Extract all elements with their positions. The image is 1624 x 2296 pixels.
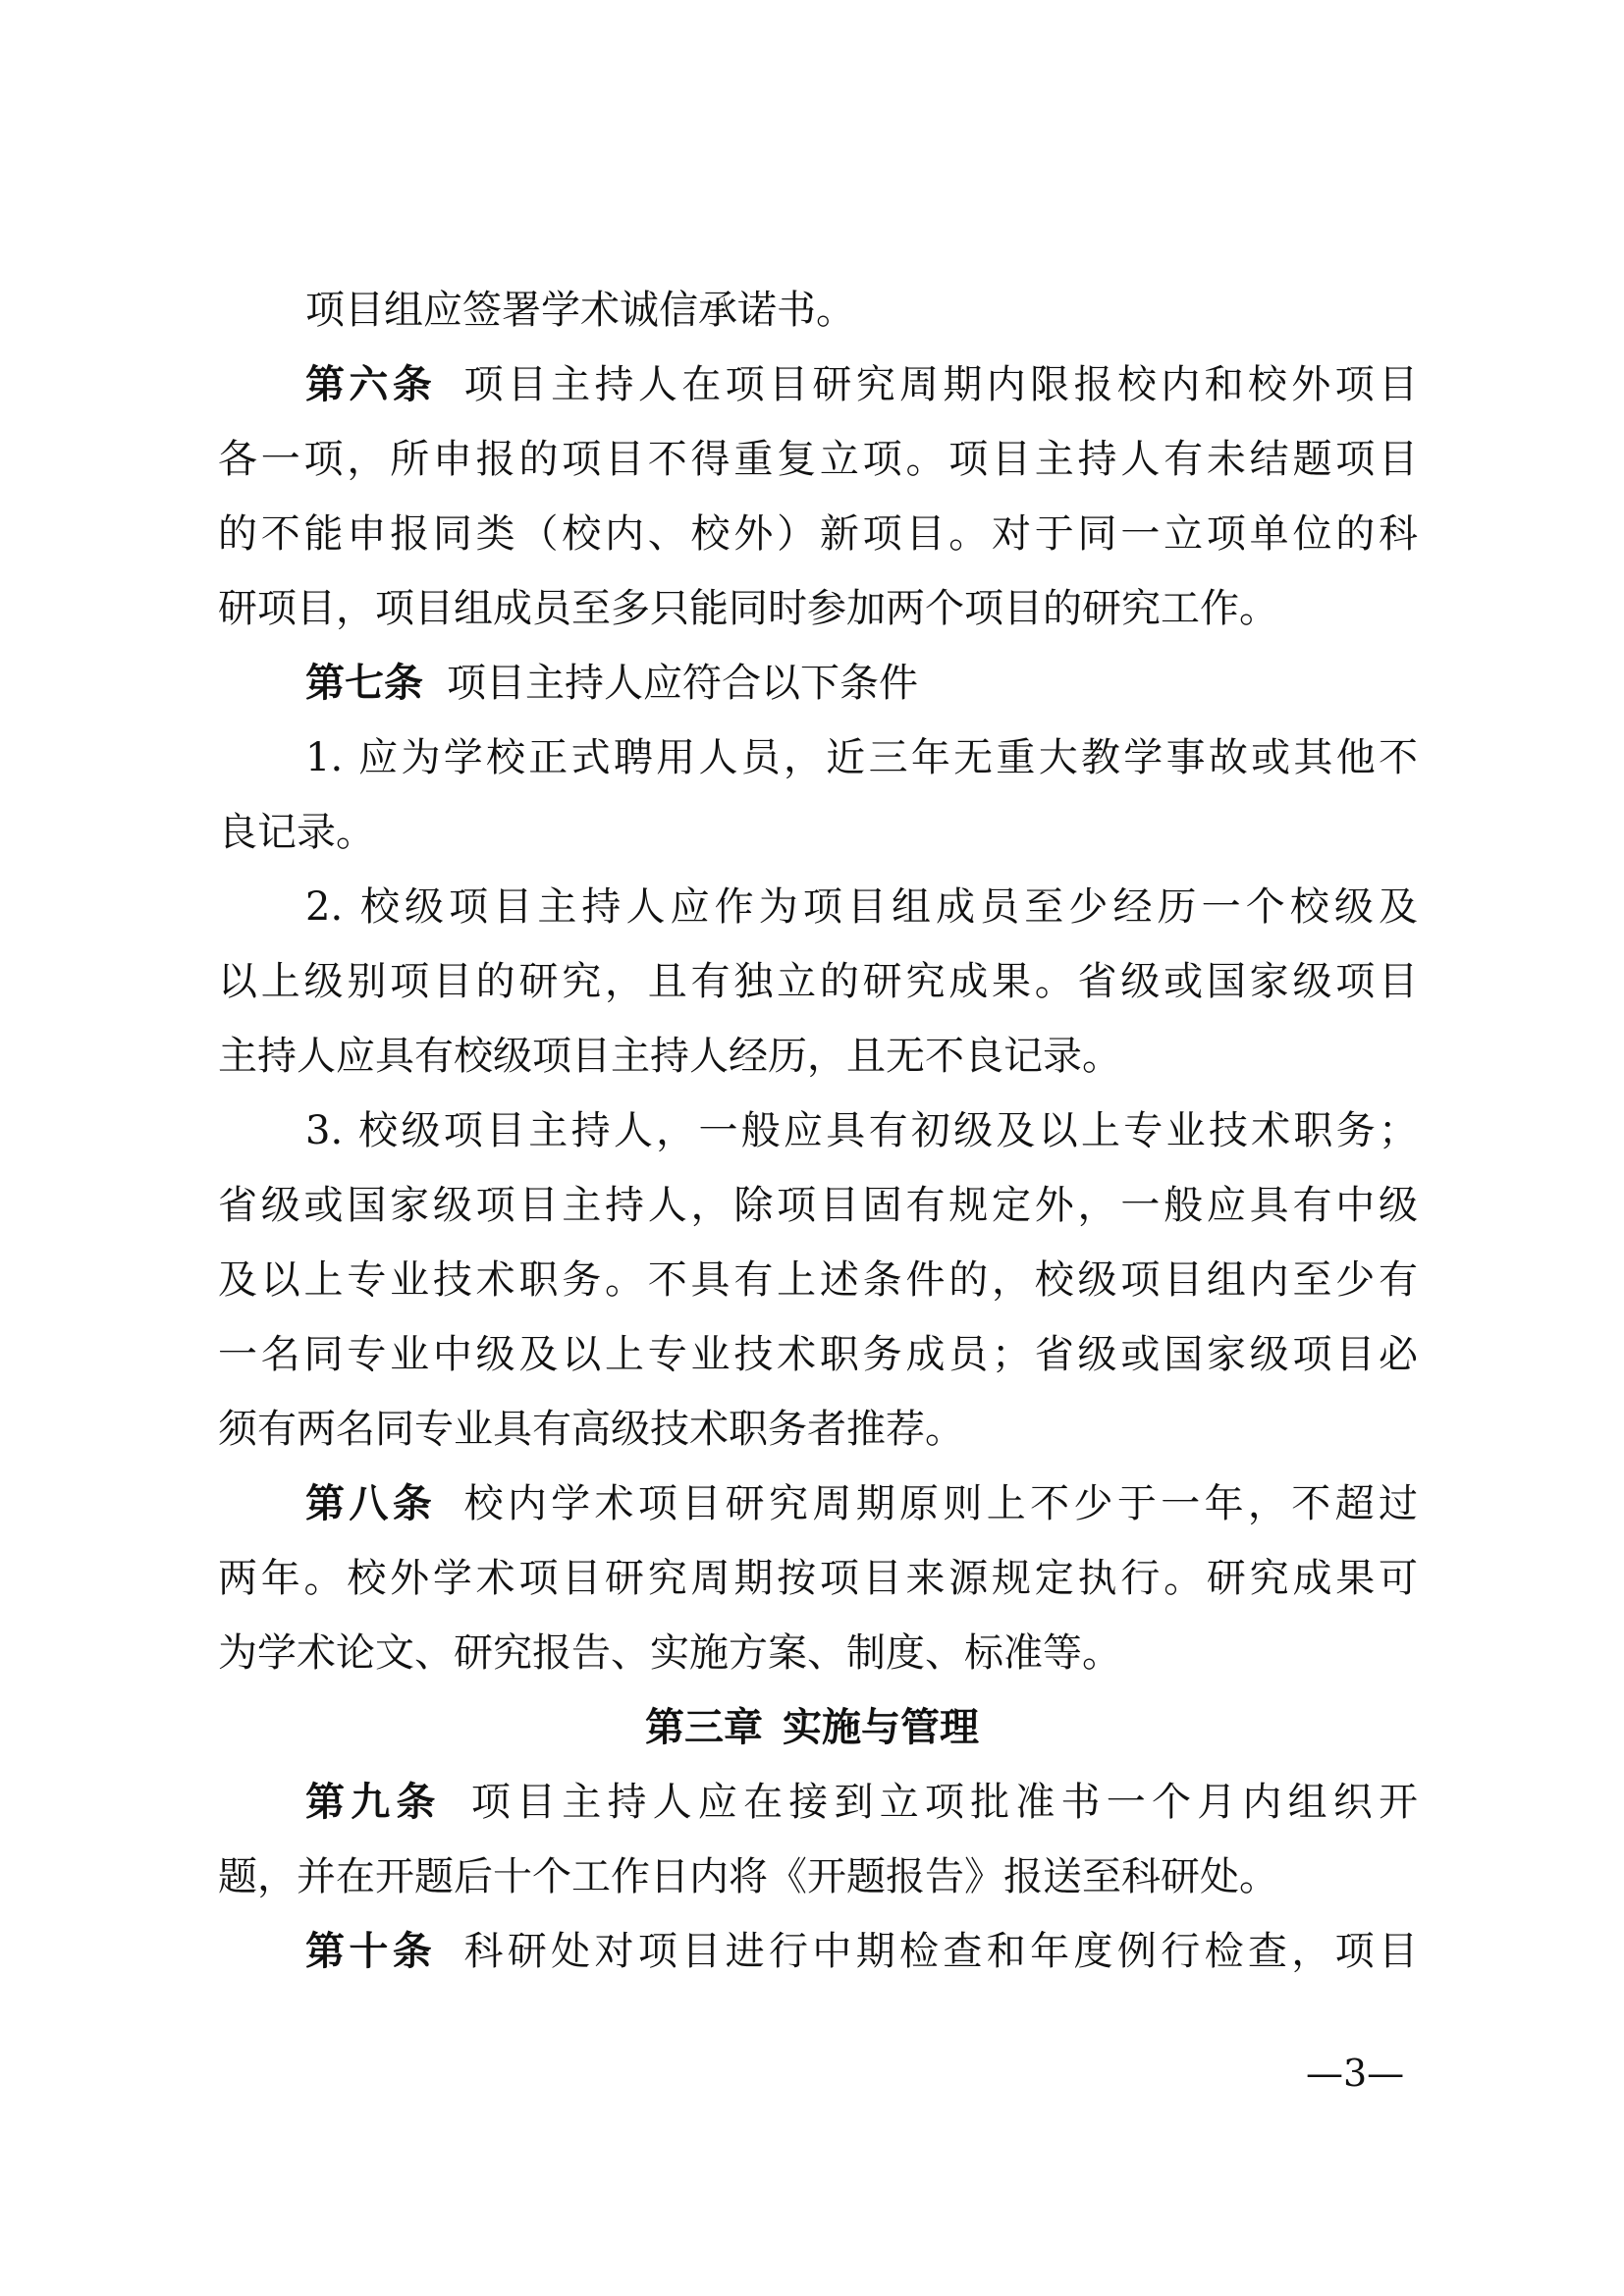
text-line (305, 881, 1418, 933)
article-7-first-line (305, 658, 918, 709)
text-line-content: 主持人应具有校级项目主持人经历，且无不良记录。 (218, 1034, 1121, 1079)
text-line-content: 两年。校外学术项目研究周期按项目来源规定执行。研究成果可 (218, 1556, 1418, 1601)
text-line-content: 科研处对项目进行中期检查和年度例行检查，项目 (460, 1929, 1419, 1974)
article-10-heading: 第十条 (305, 1929, 437, 1974)
text-line (218, 1628, 1121, 1679)
text-line-content: 须有两名同专业具有高级技术职务者推荐。 (218, 1407, 964, 1452)
text-line-content: 项目主持人应符合以下条件 (447, 661, 918, 706)
text-line-content: 3. 校级项目主持人，一般应具有初级及以上专业技术职务； (305, 1108, 1418, 1153)
text-line-content: 2. 校级项目主持人应作为项目组成员至少经历一个校级及 (305, 884, 1418, 930)
chapter-title: 实施与管理 (783, 1705, 979, 1750)
article-6-first-line (305, 359, 1418, 410)
text-line (218, 1255, 1418, 1306)
article-7-heading: 第七条 (305, 661, 423, 706)
chapter-heading (0, 1702, 1624, 1753)
text-line (218, 1851, 1278, 1902)
text-line-content: 校内学术项目研究周期原则上不少于一年，不超过 (460, 1481, 1419, 1526)
article-10-first-line (305, 1926, 1418, 1977)
text-line-content: 良记录。 (218, 810, 375, 855)
text-line-content: 一名同专业中级及以上专业技术职务成员；省级或国家级项目必 (218, 1332, 1418, 1377)
article-9-heading: 第九条 (305, 1780, 442, 1825)
text-line (218, 583, 1278, 634)
text-line (218, 956, 1418, 1007)
text-line-content: 研项目，项目组成员至多只能同时参加两个项目的研究工作。 (218, 586, 1278, 631)
chapter-number: 第三章 (645, 1705, 763, 1750)
article-6-heading: 第六条 (305, 362, 437, 407)
text-line (218, 1031, 1121, 1082)
text-line-content: 以上级别项目的研究，且有独立的研究成果。省级或国家级项目 (218, 959, 1418, 1004)
text-line (218, 1329, 1418, 1380)
text-line-content: 为学术论文、研究报告、实施方案、制度、标准等。 (218, 1630, 1121, 1676)
text-line (218, 807, 375, 858)
text-line-content: 项目主持人在项目研究周期内限报校内和校外项目 (460, 362, 1419, 407)
text-line (218, 434, 1418, 485)
page-number: —3— (1306, 2052, 1405, 2095)
text-line-content: 题，并在开题后十个工作日内将《开题报告》报送至科研处。 (218, 1854, 1278, 1899)
article-8-heading: 第八条 (305, 1481, 437, 1526)
text-line (218, 1553, 1418, 1604)
text-line (218, 1180, 1418, 1231)
text-line-content: 项目主持人应在接到立项批准书一个月内组织开 (464, 1780, 1418, 1825)
text-line-content: 省级或国家级项目主持人，除项目固有规定外，一般应具有中级 (218, 1183, 1418, 1228)
text-line (305, 285, 855, 336)
text-line-content: 各一项，所申报的项目不得重复立项。项目主持人有未结题项目 (218, 437, 1418, 482)
article-8-first-line (305, 1478, 1418, 1529)
text-line (218, 1404, 964, 1455)
text-line (305, 732, 1418, 783)
article-9-first-line (305, 1777, 1418, 1828)
text-line (305, 1105, 1418, 1156)
text-line-content: 及以上专业技术职务。不具有上述条件的，校级项目组内至少有 (218, 1257, 1418, 1303)
text-line-content: 项目组应签署学术诚信承诺书。 (305, 288, 855, 333)
text-line (218, 508, 1418, 560)
text-line-content: 的不能申报同类（校内、校外）新项目。对于同一立项单位的科 (218, 511, 1418, 557)
text-line-content: 1. 应为学校正式聘用人员，近三年无重大教学事故或其他不 (305, 735, 1418, 780)
